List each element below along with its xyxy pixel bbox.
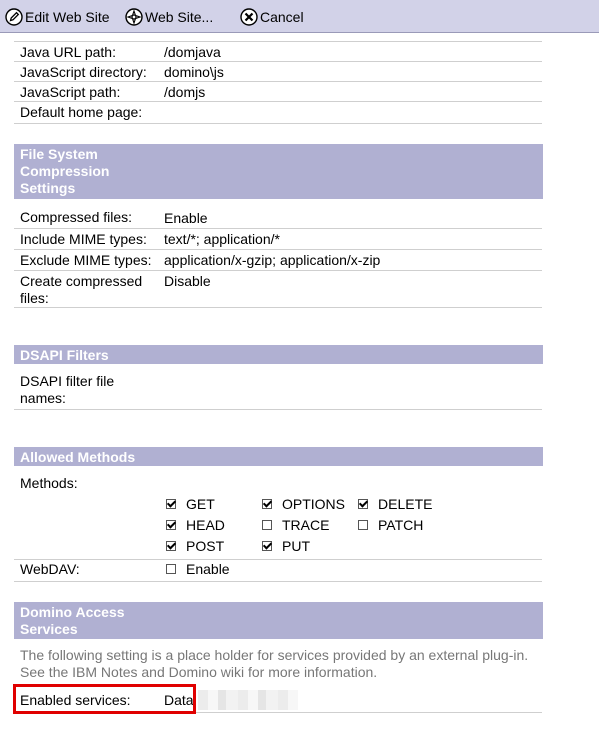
checkbox-head[interactable] (166, 517, 225, 533)
section-title: DSAPI Filters (20, 347, 109, 363)
field-value: /domjava (164, 44, 221, 60)
cancel-label: Cancel (260, 9, 304, 25)
field-label: Default home page: (20, 104, 143, 120)
checkbox-box[interactable] (262, 499, 272, 509)
form-row-java-url-path (14, 42, 542, 62)
web-site-label: Web Site... (145, 9, 214, 25)
action-bar (0, 0, 599, 33)
checkbox-delete[interactable] (358, 496, 432, 512)
section-title: Domino Access Services (20, 604, 125, 637)
highlight-box (13, 684, 196, 714)
edit-web-site-label: Edit Web Site (25, 9, 110, 25)
checkbox-box[interactable] (166, 520, 176, 530)
checkbox-label: POST (186, 538, 225, 554)
checkbox-label: TRACE (282, 517, 330, 533)
edit-web-site-button[interactable] (5, 7, 110, 27)
section-header-dsapi (14, 345, 543, 364)
checkbox-label: PUT (282, 538, 310, 554)
field-value: Data (164, 692, 194, 708)
checkbox-patch[interactable] (358, 517, 423, 533)
field-label: Enabled services: (20, 692, 131, 708)
field-value: Enable (164, 210, 208, 226)
checkbox-post[interactable] (166, 538, 224, 554)
field-label: Java URL path: (20, 44, 116, 60)
form-row-default-home-page (14, 102, 542, 124)
checkbox-get[interactable] (166, 496, 215, 512)
field-label: Methods: (20, 475, 78, 491)
form-row-javascript-directory (14, 62, 542, 82)
field-label: Compressed files: (20, 209, 133, 225)
info-note: The following setting is a place holder for services provided by an external plug-in. See the IBM Notes and Domino wiki for more information. (20, 647, 529, 680)
form-row-create-compressed (14, 271, 542, 308)
redacted-area (198, 690, 298, 710)
field-value: text/*; application/* (164, 231, 280, 247)
compass-icon (125, 8, 143, 26)
checkbox-label: DELETE (378, 496, 433, 512)
checkbox-label: PATCH (378, 517, 424, 533)
checkbox-trace[interactable] (262, 517, 329, 533)
checkbox-put[interactable] (262, 538, 310, 554)
pencil-icon (5, 8, 23, 26)
checkbox-box[interactable] (262, 541, 272, 551)
checkbox-box[interactable] (262, 520, 272, 530)
checkbox-label: GET (186, 496, 215, 512)
form-row-include-mime (14, 229, 542, 250)
form-row-webdav (14, 560, 542, 582)
form-row-methods (14, 473, 542, 560)
field-value: application/x-gzip; application/x-zip (164, 252, 381, 268)
field-value: Disable (164, 273, 211, 289)
field-label: Exclude MIME types: (20, 252, 152, 268)
checkbox-box[interactable] (166, 541, 176, 551)
checkbox-label: HEAD (186, 517, 225, 533)
cancel-button[interactable] (240, 7, 304, 27)
field-label: JavaScript directory: (20, 64, 147, 80)
section-header-methods (14, 447, 543, 466)
form-row-dsapi-filter (14, 371, 542, 410)
checkbox-label: OPTIONS (282, 496, 346, 512)
form-row-exclude-mime (14, 250, 542, 271)
section-title: File System Compression Settings (20, 146, 110, 196)
checkbox-box[interactable] (358, 520, 368, 530)
checkbox-options[interactable] (262, 496, 345, 512)
section-header-compression (14, 144, 543, 199)
checkbox-webdav-enable[interactable] (166, 561, 230, 577)
field-label: JavaScript path: (20, 84, 121, 100)
checkbox-box[interactable] (358, 499, 368, 509)
field-value: /domjs (164, 84, 206, 100)
section-title: Allowed Methods (20, 449, 136, 465)
field-label: WebDAV: (20, 561, 80, 577)
form-row-compressed-files (14, 207, 542, 229)
checkbox-box[interactable] (166, 499, 176, 509)
section-header-domino-access (14, 602, 543, 639)
checkbox-box[interactable] (166, 564, 176, 574)
field-label: Create compressed files: (20, 273, 143, 306)
form-row-javascript-path (14, 82, 542, 102)
field-label: Include MIME types: (20, 231, 147, 247)
web-site-button[interactable] (125, 7, 213, 27)
field-value: domino\js (164, 64, 224, 80)
checkbox-label: Enable (186, 561, 230, 577)
field-label: DSAPI filter file names: (20, 373, 115, 406)
close-icon (240, 8, 258, 26)
